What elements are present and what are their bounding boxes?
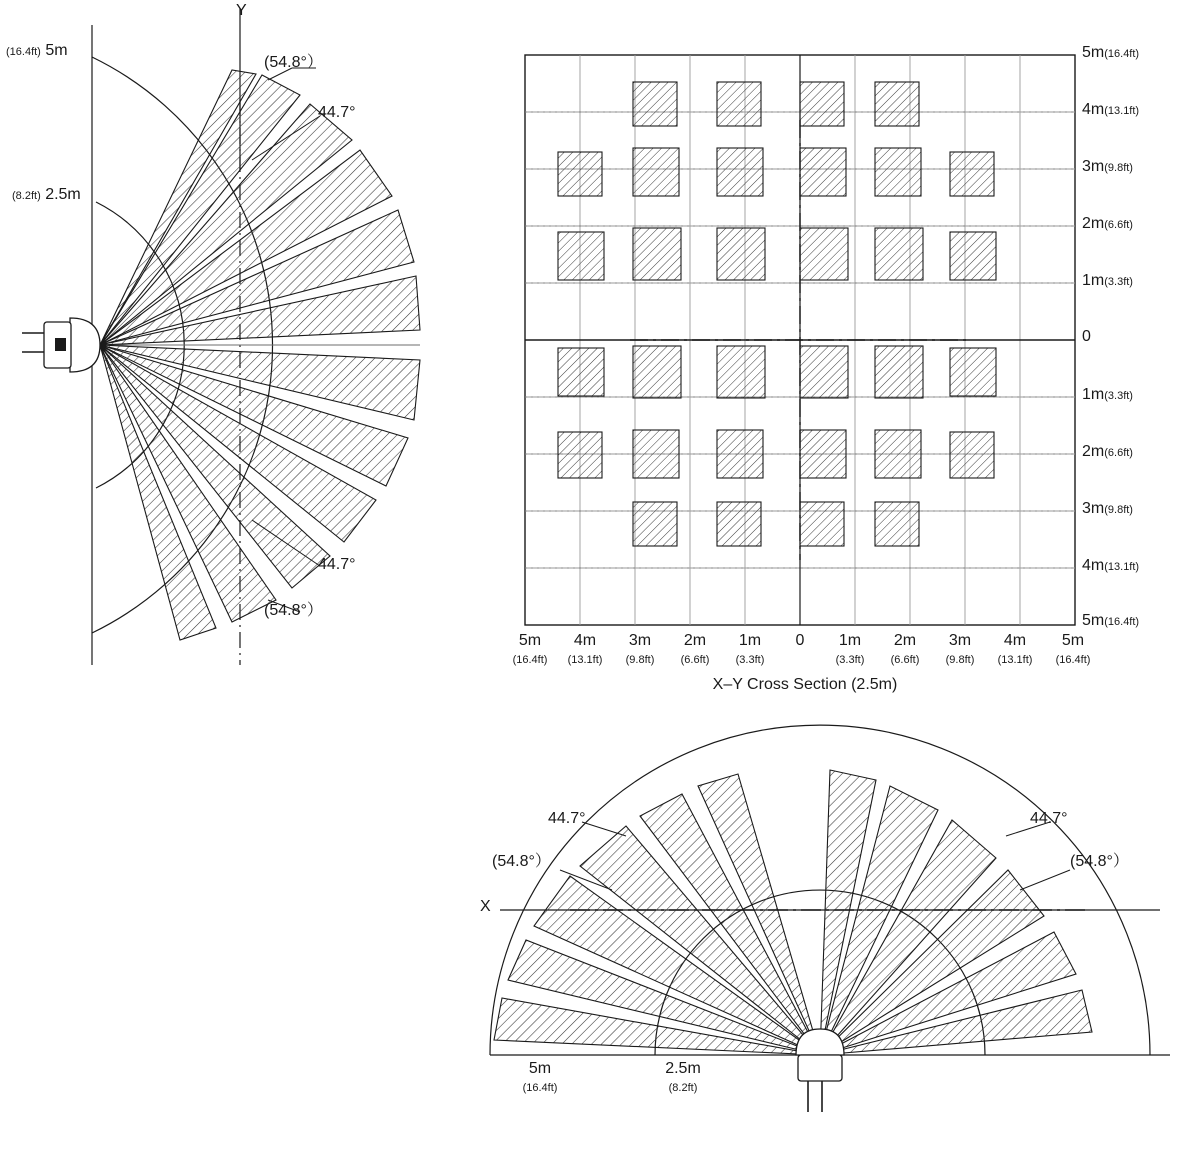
vertical-detection-pattern-panel (0, 0, 470, 690)
zone-r4c4 (800, 346, 848, 398)
y-tick-3m-bot: 3m(9.8ft) (1082, 500, 1133, 517)
zone-r1c5 (875, 82, 919, 126)
zone-r4c6 (950, 348, 996, 396)
zone-r3c5 (875, 228, 923, 280)
y-tick-5m-top: 5m(16.4ft) (1082, 44, 1140, 61)
angle-right-inner: 44.7° (1030, 810, 1068, 827)
zone-r5c4 (800, 430, 846, 478)
leader-left-inner-front (582, 822, 626, 836)
angle-left-inner: 44.7° (548, 810, 586, 827)
leader-right-outer-front (1020, 870, 1070, 890)
angle-bottom-outer: (54.8°） (264, 602, 323, 619)
x-tick-3m-left: 3m (9.8ft) (625, 632, 655, 666)
xy-cross-section-caption: X–Y Cross Section (2.5m) (712, 676, 898, 693)
y-tick-2m-top: 2m(6.6ft) (1082, 215, 1133, 232)
x-tick-2m-right: 2m (6.6ft) (890, 632, 920, 666)
zone-r2c5 (875, 148, 921, 196)
angle-right-outer: (54.8°） (1070, 853, 1129, 870)
detection-beams-upper (100, 70, 420, 345)
front-radius-5m: 5m (16.4ft) (522, 1060, 558, 1094)
angle-bottom-inner: 44.7° (318, 556, 356, 573)
angle-top-outer: (54.8°） (264, 54, 323, 71)
radius-label-5m: (16.4ft) 5m (6, 42, 68, 59)
zone-r3c2 (633, 228, 681, 280)
x-tick-4m-right: 4m (13.1ft) (997, 632, 1033, 666)
zone-r3c1 (558, 232, 604, 280)
zone-r6c4 (800, 502, 844, 546)
zone-r5c1 (558, 432, 602, 478)
x-tick-1m-left: 1m (3.3ft) (735, 632, 765, 666)
zone-r3c3 (717, 228, 765, 280)
y-tick-2m-bot: 2m(6.6ft) (1082, 443, 1133, 460)
x-tick-4m-left: 4m (13.1ft) (567, 632, 603, 666)
x-tick-2m-left: 2m (6.6ft) (680, 632, 710, 666)
sensor-icon-front (796, 1029, 844, 1112)
y-tick-5m-bot: 5m(16.4ft) (1082, 612, 1140, 629)
x-tick-3m-right: 3m (9.8ft) (945, 632, 975, 666)
y-tick-1m-top: 1m(3.3ft) (1082, 272, 1133, 289)
x-tick-1m-right: 1m (3.3ft) (835, 632, 865, 666)
zone-r6c5 (875, 502, 919, 546)
vertical-pattern-svg (0, 0, 470, 690)
zone-r4c2 (633, 346, 681, 398)
zone-r2c2 (633, 148, 679, 196)
y-tick-0: 0 (1082, 328, 1091, 345)
zone-r2c1 (558, 152, 602, 196)
zone-r4c1 (558, 348, 604, 396)
y-axis-label: Y (236, 2, 247, 19)
detection-beams-lower (100, 345, 420, 640)
xy-cross-section-panel (470, 0, 1202, 710)
zone-r3c4 (800, 228, 848, 280)
zone-r6c3 (717, 502, 761, 546)
sensor-icon (22, 318, 100, 372)
zone-r1c4 (800, 82, 844, 126)
zone-r5c3 (717, 430, 763, 478)
y-tick-3m-top: 3m(9.8ft) (1082, 158, 1133, 175)
zone-r6c2 (633, 502, 677, 546)
y-tick-4m-top: 4m(13.1ft) (1082, 101, 1140, 118)
x-axis-label-front: X (480, 898, 491, 915)
zone-r5c2 (633, 430, 679, 478)
horizontal-detection-pattern-panel (430, 740, 1202, 1151)
zone-r4c5 (875, 346, 923, 398)
y-tick-1m-bot: 1m(3.3ft) (1082, 386, 1133, 403)
zone-r2c3 (717, 148, 763, 196)
radius-label-2p5m: (8.2ft) 2.5m (12, 186, 81, 203)
x-tick-5m-left: 5m (16.4ft) (512, 632, 548, 666)
zone-r4c3 (717, 346, 765, 398)
zone-r1c2 (633, 82, 677, 126)
y-tick-4m-bot: 4m(13.1ft) (1082, 557, 1140, 574)
zone-r5c6 (950, 432, 994, 478)
x-tick-0: 0 (795, 632, 805, 649)
zone-r2c4 (800, 148, 846, 196)
x-tick-5m-right: 5m (16.4ft) (1055, 632, 1091, 666)
front-radius-2p5m: 2.5m (8.2ft) (665, 1060, 701, 1094)
zone-r2c6 (950, 152, 994, 196)
zone-r5c5 (875, 430, 921, 478)
angle-top-inner: 44.7° (318, 104, 356, 121)
zone-r1c3 (717, 82, 761, 126)
angle-left-outer: (54.8°） (492, 853, 551, 870)
zone-r3c6 (950, 232, 996, 280)
